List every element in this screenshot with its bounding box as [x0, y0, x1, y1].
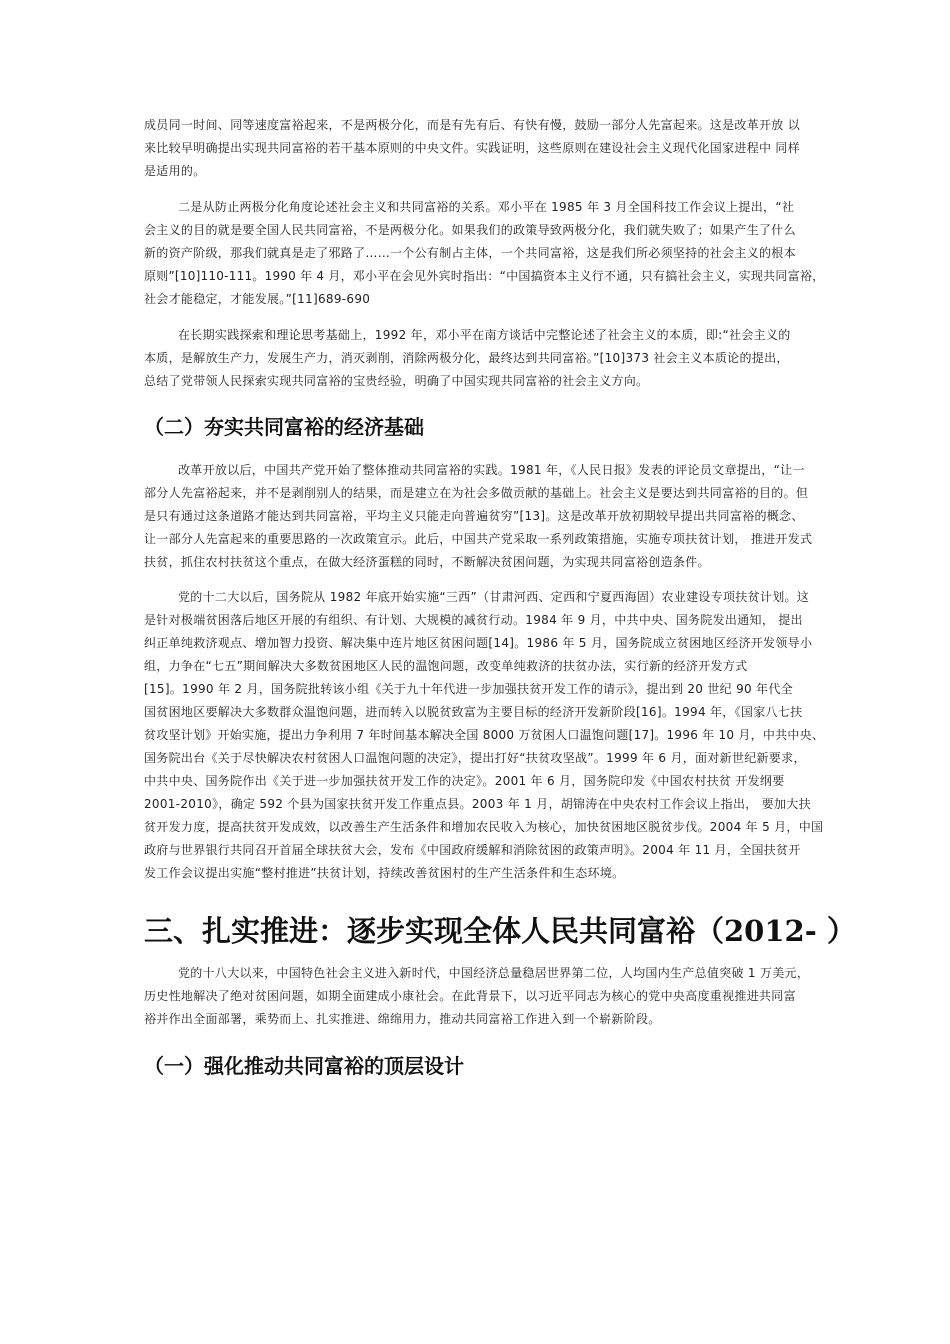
- text-line: 扶贫，抓住农村扶贫这个重点，在做大经济蛋糕的同时，不断解决贫困问题，为实现共同富裕创造条件。: [144, 555, 710, 569]
- text-line: 发工作会议提出实施“整村推进”扶贫计划，持续改善贫困村的生产生活条件和生态环境。: [144, 866, 625, 880]
- text-line: 原则”[10]110-111。1990 年 4 月，邓小平在会见外宾时指出：“中国搞资本主义行不通，只有搞社会主义，实现共同富裕，: [144, 269, 825, 283]
- text-line: 党的十八大以来，中国特色社会主义进入新时代，中国经济总量稳居世界第二位，人均国内生产总值突破 1 万美元，: [178, 966, 810, 980]
- text-line: 让一部分人先富起来的重要思路的一次政策宣示。此后，中国共产党采取一系列政策措施，实施专项扶贫计划， 推进开发式: [144, 532, 813, 546]
- heading-economic-foundation: （二）夯实共同富裕的经济基础: [144, 415, 424, 439]
- paragraph-principles: [144, 114, 814, 183]
- text-line: 改革开放以后，中国共产党开始了整体推动共同富裕的实践。1981 年，《人民日报》发表的评论员文章提出，“让一: [178, 463, 805, 477]
- paragraph-reform: [144, 459, 814, 574]
- text-line: 社会才能稳定，才能发展。”[11]689-690: [144, 292, 371, 306]
- text-line: 二是从防止两极分化角度论述社会主义和共同富裕的关系。邓小平在 1985 年 3 月全国科技工作会议上提出，“社: [178, 200, 795, 214]
- paragraph-essence: [144, 324, 814, 393]
- text-line: 在长期实践探索和理论思考基础上，1992 年，邓小平在南方谈话中完整论述了社会主义的本质，即:“社会主义的: [178, 328, 791, 342]
- text-line: 国贫困地区要解决大多数群众温饱问题，进而转入以脱贫致富为主要目标的经济开发新阶段[16]。1994 年，《国家八七扶: [144, 705, 803, 719]
- text-line: 纠正单纯救济观点、增加智力投资、解决集中连片地区贫困问题[14]。1986 年 5 月，国务院成立贫困地区经济开发领导小: [144, 636, 813, 650]
- text-line: 贫开发力度，提高扶贫开发成效，以改善生产生活条件和增加农民收入为核心，加快贫困地区脱贫步伐。2004 年 5 月，中国: [144, 820, 824, 834]
- text-line: 部分人先富裕起来，并不是剥削别人的结果，而是建立在为社会多做贡献的基础上。社会主义是要达到共同富裕的目的。但: [144, 486, 809, 500]
- text-line: 政府与世界银行共同召开首届全球扶贫大会，发布《中国政府缓解和消除贫困的政策声明》。2004 年 11 月，全国扶贫开: [144, 843, 801, 857]
- text-line: 党的十二大以后，国务院从 1982 年底开始实施“三西”（甘肃河西、定西和宁夏西海固）农业建设专项扶贫计划。这: [178, 590, 810, 604]
- paragraph-new-era: [144, 962, 814, 1031]
- text-line: 组，力争在“七五”期间解决大多数贫困地区人民的温饱问题，改变单纯救济的扶贫办法，实行新的经济开发方式: [144, 659, 748, 673]
- text-line: 成员同一时间、同等速度富裕起来，不是两极分化，而是有先有后、有快有慢，鼓励一部分人先富起来。这是改革开放 以: [144, 118, 801, 132]
- heading-top-level-design: （一）强化推动共同富裕的顶层设计: [144, 1054, 464, 1078]
- text-line: 总结了党带领人民探索实现共同富裕的宝贵经验，明确了中国实现共同富裕的社会主义方向。: [144, 374, 649, 388]
- text-line: 会主义的目的就是要全国人民共同富裕，不是两极分化。如果我们的政策导致两极分化，我们就失败了；如果产生了什么: [144, 223, 796, 237]
- text-line: 贫攻坚计划》开始实施，提出力争利用 7 年时间基本解决全国 8000 万贫困人口温饱问题[17]。1996 年 10 月，中共中央、: [144, 728, 825, 742]
- text-line: 是只有通过这条道路才能达到共同富裕，平均主义只能走向普遍贫穷”[13]。这是改革开放初期较早提出共同富裕的概念、: [144, 509, 804, 523]
- text-line: [15]。1990 年 2 月，国务院批转该小组《关于九十年代进一步加强扶贫开发工作的请示》，提出到 20 世纪 90 年代全: [144, 682, 793, 696]
- text-line: 是针对极端贫困落后地区开展的有组织、有计划、大规模的减贫行动。1984 年 9 月，中共中央、国务院发出通知， 提出: [144, 613, 803, 627]
- text-line: 历史性地解决了绝对贫困问题，如期全面建成小康社会。在此背景下，以习近平同志为核心的党中央高度重视推进共同富: [144, 989, 796, 1003]
- paragraph-poverty-history: [144, 586, 825, 885]
- text-line: 来比较早明确提出实现共同富裕的若干基本原则的中央文件。实践证明，这些原则在建设社会主义现代化国家进程中 同样: [144, 141, 801, 155]
- text-line: 国务院出台《关于尽快解决农村贫困人口温饱问题的决定》，提出打好“扶贫攻坚战”。1999 年 6 月，面对新世纪新要求，: [144, 751, 806, 765]
- text-line: 中共中央、国务院作出《关于进一步加强扶贫开发工作的决定》。2001 年 6 月，国务院印发《中国农村扶贫 开发纲要: [144, 774, 785, 788]
- text-line: 新的资产阶级，那我们就真是走了邪路了……一个公有制占主体，一个共同富裕，这是我们所必须坚持的社会主义的根本: [144, 246, 796, 260]
- text-line: 本质，是解放生产力，发展生产力，消灭剥削，消除两极分化，最终达到共同富裕。”[10]373 社会主义本质论的提出，: [144, 351, 789, 365]
- text-line: 是适用的。: [144, 164, 206, 178]
- text-line: 裕并作出全面部署，乘势而上、扎实推进、绵绵用力，推动共同富裕工作进入到一个崭新阶段。: [144, 1012, 661, 1026]
- heading-section-three: 三、扎实推进：逐步实现全体人民共同富裕（2012- ）: [144, 914, 856, 948]
- paragraph-polarization: [144, 196, 825, 311]
- text-line: 2001-2010》，确定 592 个县为国家扶贫开发工作重点县。2003 年 1 月，胡锦涛在中央农村工作会议上指出， 要加大扶: [144, 797, 811, 811]
